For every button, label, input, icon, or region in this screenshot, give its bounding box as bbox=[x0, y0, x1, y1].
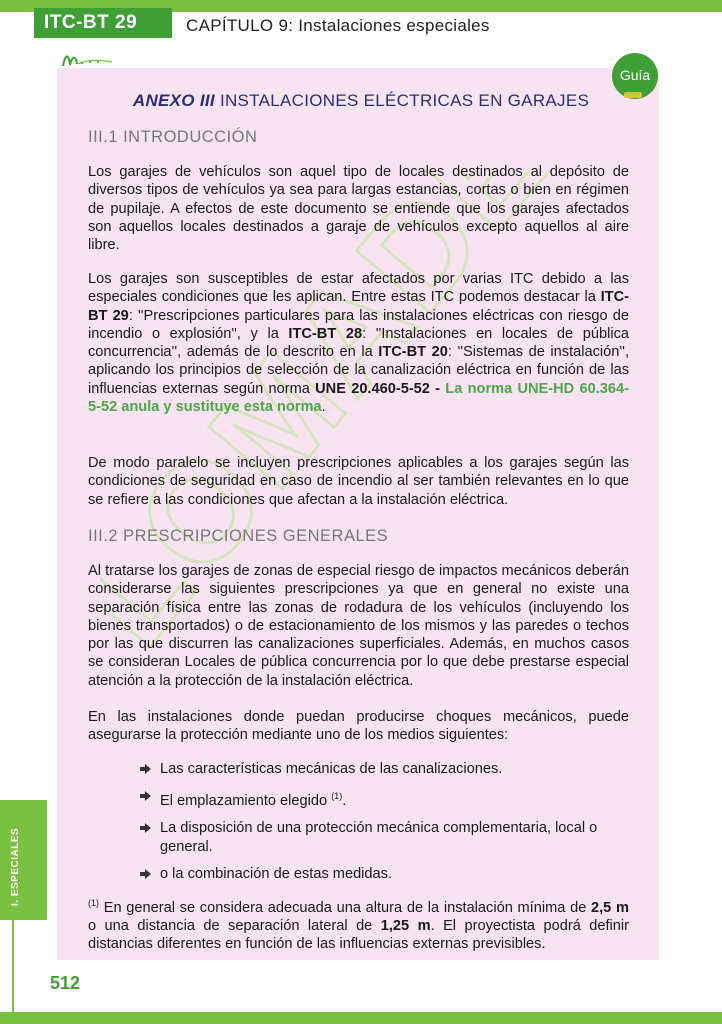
list-item: Las características mecánicas de las canalizaciones. bbox=[140, 760, 640, 778]
section-heading-introduction: III.1 INTRODUCCIÓN bbox=[88, 128, 258, 146]
bottom-bar bbox=[0, 1012, 722, 1024]
annex-prefix: ANEXO III bbox=[132, 91, 215, 110]
list-item: El emplazamiento elegido $^{(1)}$. bbox=[140, 787, 640, 810]
annex-title bbox=[0, 91, 722, 111]
publisher-logo-icon bbox=[60, 50, 118, 70]
arrow-bullet-icon bbox=[140, 764, 151, 774]
side-tab-label: I. ESPECIALES bbox=[10, 827, 21, 906]
arrow-bullet-icon bbox=[140, 791, 151, 801]
paragraph-intro-3: De modo paralelo se incluyen prescripciones aplicables a los garajes según las condiciones de seguridad en caso de incendio al ser también relevantes en lo que se refiere a las condiciones que afectan a la instalación eléctrica. bbox=[88, 455, 629, 508]
itc-label: ITC-BT 29 bbox=[34, 8, 172, 38]
paragraph-intro-2: Los garajes son susceptibles de estar afectados por varias ITC debido a las especiales condiciones que les aplican. Entre estas ITC podemos destacar la ITC-BT 29: ''Prescripciones particulares para las instalaciones eléctricas con riesgo de incendio o explosión'', y la ITC-BT 28: ''Instalaciones en locales de pública concurrencia'', además de lo descrito en la ITC-BT 20: ''Sistemas de instalación'', aplicando los principios de selección de la canalización eléctrica en función de las influencias externas según norma UNE 20.460-5-52 - La norma UNE-HD 60.364-5-52 anula y sustituye esta norma. bbox=[88, 271, 629, 416]
side-line bbox=[12, 920, 14, 1020]
list-item: o la combinación de estas medidas. bbox=[140, 865, 640, 883]
paragraph-general-2: En las instalaciones donde puedan producirse choques mecánicos, puede asegurarse la protección mediante uno de los medios siguientes: bbox=[88, 709, 629, 744]
list-item: La disposición de una protección mecánica complementaria, local o general. bbox=[140, 819, 640, 856]
arrow-bullet-icon bbox=[140, 823, 151, 833]
measures-list bbox=[140, 760, 640, 892]
side-tab bbox=[0, 800, 47, 920]
arrow-bullet-icon bbox=[140, 869, 151, 879]
paragraph-general-1: Al tratarse los garajes de zonas de especial riesgo de impactos mecánicos deberán considerarse las siguientes prescripciones ya que en general no existe una separación física entre las zonas de rodadura de los vehículos (incluyendo los bienes transportados) o de estacionamiento de los mismos y las paredes o techos por las que discurren las canalizaciones superficiales. Además, en muchos casos se consideran Locales de pública concurrencia por lo que debe prestarse especial atención a la protección de la instalación eléctrica. bbox=[88, 563, 629, 689]
chapter-title: CAPÍTULO 9: Instalaciones especiales bbox=[186, 16, 490, 35]
section-heading-general: III.2 PRESCRIPCIONES GENERALES bbox=[88, 527, 389, 545]
guide-badge: Guía bbox=[612, 53, 658, 99]
annex-title-text: INSTALACIONES ELÉCTRICAS EN GARAJES bbox=[214, 91, 590, 110]
paragraph-intro-1: Los garajes de vehículos son aquel tipo de locales destinados al depósito de diversos tipos de vehículos ya sea para largas estancias, cortas o bien en régimen de pupilaje. A efectos de este documento se entiende que los garajes afectados son aquellos locales destinados a garaje de vehículos excepto aquellos al aire libre. bbox=[88, 164, 629, 254]
footnote: $^{(1)}$ En general se considera adecuada una altura de la instalación mínima de 2,5 m o una distancia de separación lateral de 1,25 m. El proyectista podrá definir distancias diferentes en función de las influencias externas previsibles. bbox=[88, 898, 630, 953]
page-number: 512 bbox=[50, 973, 81, 993]
